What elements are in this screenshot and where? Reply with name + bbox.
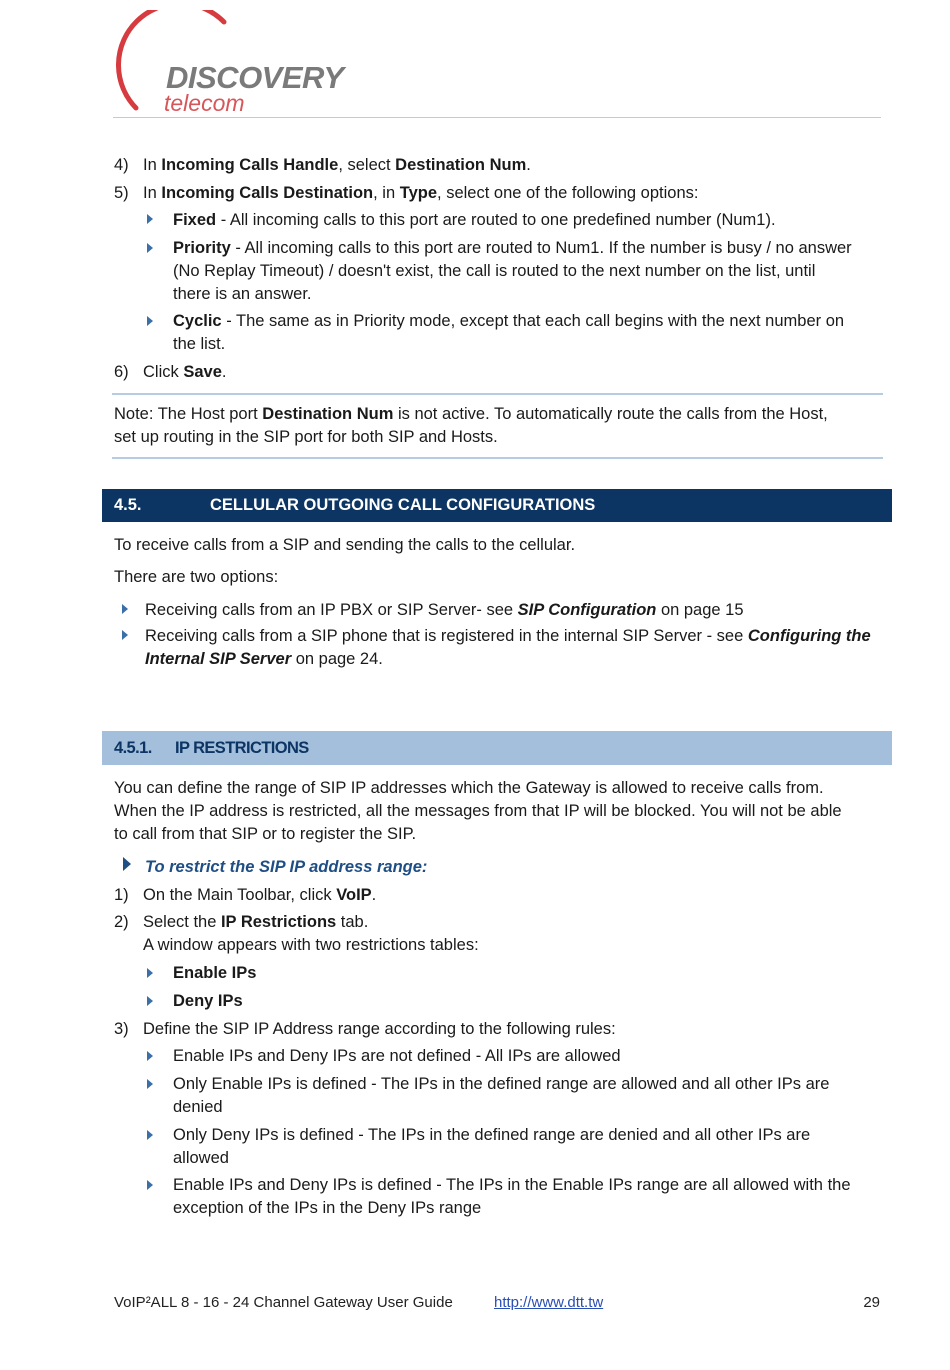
section-header-4-5-1 bbox=[102, 731, 892, 765]
section-title: CELLULAR OUTGOING CALL CONFIGURATIONS bbox=[210, 496, 596, 514]
bullet-icon bbox=[147, 1051, 153, 1061]
option-cyclic: Cyclic - The same as in Priority mode, except that each call begins with the next number on the list. bbox=[173, 312, 845, 353]
link-configuring-internal-sip[interactable]: Configuring the bbox=[747, 627, 871, 645]
bullet-icon bbox=[122, 630, 128, 640]
paragraph: To receive calls from a SIP and sending the calls to the cellular. bbox=[114, 536, 576, 554]
section-header-4-5 bbox=[102, 489, 892, 522]
footer-title: VoIP²ALL 8 - 16 - 24 Channel Gateway User Guide bbox=[114, 1294, 453, 1311]
table-enable-ips: Enable IPs bbox=[173, 964, 257, 982]
bullet-icon bbox=[147, 316, 153, 326]
step-text: Click Save. bbox=[143, 363, 227, 381]
procedure-icon bbox=[123, 857, 131, 871]
company-logo bbox=[116, 10, 366, 118]
bullet-icon bbox=[147, 214, 153, 224]
step-number: 5) bbox=[114, 184, 129, 202]
bullet-icon bbox=[147, 1130, 153, 1140]
note-text: Note: The Host port Destination Num is not active. To automatically route the calls from the Host, set up routing in the SIP port for both SIP and Hosts. bbox=[114, 405, 828, 446]
bullet-icon bbox=[147, 243, 153, 253]
paragraph: There are two options: bbox=[114, 568, 279, 586]
section-number: 4.5.1. bbox=[114, 739, 152, 757]
link-configuring-internal-sip-cont[interactable]: Internal SIP Server bbox=[145, 650, 292, 668]
section-title: IP RESTRICTIONS bbox=[175, 739, 309, 757]
rule-2: Only Enable IPs is defined - The IPs in the defined range are allowed and all other IPs are denied bbox=[173, 1075, 830, 1116]
step-text: Select the IP Restrictions tab. A window appears with two restrictions tables: bbox=[143, 913, 479, 954]
page-number: 29 bbox=[863, 1294, 880, 1311]
table-deny-ips: Deny IPs bbox=[173, 992, 243, 1010]
step-number: 6) bbox=[114, 363, 129, 381]
step-text: On the Main Toolbar, click VoIP. bbox=[143, 886, 377, 904]
step-number: 1) bbox=[114, 886, 129, 904]
rule-1: Enable IPs and Deny IPs are not defined - All IPs are allowed bbox=[173, 1047, 621, 1065]
bullet-icon bbox=[147, 968, 153, 978]
logo-wordmark: DISCOVERY bbox=[166, 60, 344, 95]
bullet-icon bbox=[147, 1079, 153, 1089]
rule-3: Only Deny IPs is defined - The IPs in the defined range are denied and all other IPs are allowed bbox=[173, 1126, 811, 1167]
step-text: In Incoming Calls Destination, in Type, select one of the following options: bbox=[143, 184, 699, 202]
step-number: 3) bbox=[114, 1020, 129, 1038]
step-text: In Incoming Calls Handle, select Destination Num. bbox=[143, 156, 531, 174]
section-number: 4.5. bbox=[114, 496, 142, 514]
bullet-icon bbox=[147, 996, 153, 1006]
option-ip-pbx: Receiving calls from an IP PBX or SIP Server- see SIP Configuration on page 15 bbox=[145, 601, 744, 619]
option-priority: Priority - All incoming calls to this port are routed to Num1. If the number is busy / no answer (No Replay Timeout) / doesn't exist, the call is routed to the next number on the list, until there is an answer. bbox=[173, 239, 852, 303]
step-text: Define the SIP IP Address range according to the following rules: bbox=[143, 1020, 616, 1038]
option-sip-phone: Receiving calls from a SIP phone that is registered in the internal SIP Server - see Configuring the Internal SIP Server on page 24. bbox=[145, 627, 871, 668]
bullet-icon bbox=[122, 604, 128, 614]
paragraph: You can define the range of SIP IP addresses which the Gateway is allowed to receive calls from. When the IP address is restricted, all the messages from that IP will be blocked. You will not be able to call from that SIP or to register the SIP. bbox=[114, 779, 842, 843]
header-divider bbox=[113, 117, 881, 118]
rule-4: Enable IPs and Deny IPs is defined - The IPs in the Enable IPs range are all allowed with the exception of the IPs in the Deny IPs range bbox=[173, 1176, 851, 1217]
logo-subword: telecom bbox=[164, 90, 245, 116]
procedure-title: To restrict the SIP IP address range: bbox=[145, 858, 428, 876]
page-footer bbox=[114, 1294, 884, 1316]
bullet-icon bbox=[147, 1180, 153, 1190]
step-number: 2) bbox=[114, 913, 129, 931]
step-number: 4) bbox=[114, 156, 129, 174]
footer-link[interactable]: http://www.dtt.tw bbox=[494, 1294, 604, 1311]
link-sip-configuration[interactable]: SIP Configuration bbox=[517, 601, 657, 619]
option-fixed: Fixed - All incoming calls to this port are routed to one predefined number (Num1). bbox=[173, 211, 776, 229]
